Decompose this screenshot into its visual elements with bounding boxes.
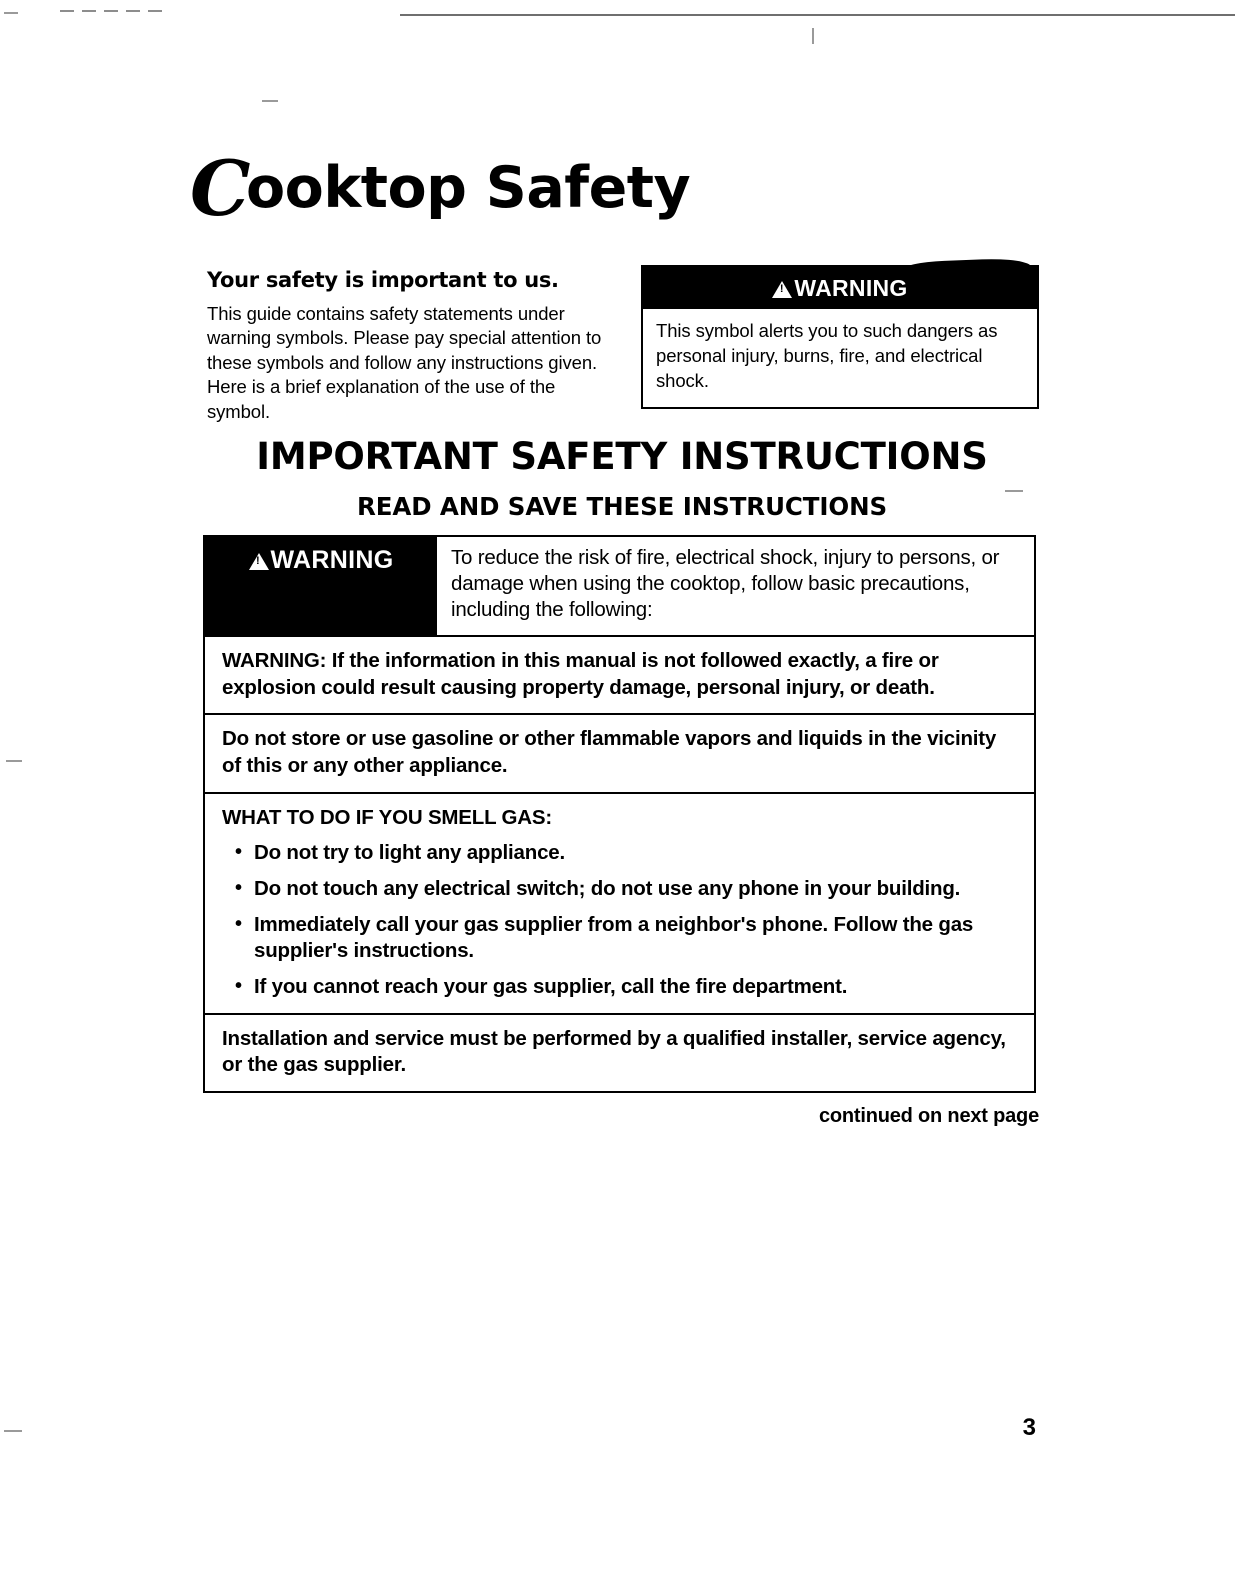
safety-warning-table xyxy=(203,535,1036,1093)
scan-artifact-speck xyxy=(812,28,814,44)
continued-note: continued on next page xyxy=(818,1105,1039,1127)
warning-label xyxy=(772,275,907,302)
scan-artifact-left-tick xyxy=(6,760,22,762)
warning-item-text: Do not store or use gasoline or other flammable vapors and liquids in the vicinity of this or any other appliance. xyxy=(222,727,997,778)
intro-section xyxy=(207,268,612,424)
symbol-warning-box xyxy=(641,265,1039,409)
scan-artifact-speck xyxy=(262,100,278,102)
list-item: • Do not touch any electrical switch; do not use any phone in your building. xyxy=(222,876,1020,903)
warning-item-text: Installation and service must be performed by a qualified installer, service agency, or the gas supplier. xyxy=(222,1026,1006,1077)
list-item: • Immediately call your gas supplier from a neighbor's phone. Follow the gas supplier's instructions. xyxy=(222,912,1020,965)
section-subheading: READ AND SAVE THESE INSTRUCTIONS xyxy=(356,492,888,521)
smell-gas-block xyxy=(205,794,1034,1013)
scan-artifact-smudge xyxy=(901,258,1032,279)
table-row xyxy=(205,715,1034,793)
scan-artifact-left-tick xyxy=(4,1430,22,1432)
page-number: 3 xyxy=(1022,1414,1036,1441)
intro-body: This guide contains safety statements under warning symbols. Please pay special attention to these symbols and follow any instructions given. Here is a brief explanation of the use of the symbol. xyxy=(207,303,602,422)
warning-lead-text: To reduce the risk of fire, electrical shock, injury to persons, or damage when using the cooktop, follow basic precautions, including the following: xyxy=(451,546,1000,622)
warning-label-text: WARNING xyxy=(270,546,394,574)
smell-gas-heading: WHAT TO DO IF YOU SMELL GAS: xyxy=(222,805,552,829)
symbol-warning-body: This symbol alerts you to such dangers as personal injury, burns, fire, and electrical shock. xyxy=(656,320,998,391)
section-heading: IMPORTANT SAFETY INSTRUCTIONS xyxy=(256,435,988,478)
smell-gas-bullet-list xyxy=(222,840,1020,1000)
scan-artifact-left-tick xyxy=(4,12,18,14)
table-row xyxy=(205,1015,1034,1091)
warning-triangle-icon xyxy=(772,281,792,298)
symbol-warning-header xyxy=(643,267,1037,309)
page-title-dropcap: C xyxy=(190,144,250,233)
scan-artifact-top-line xyxy=(400,14,1235,16)
warning-label-text: WARNING xyxy=(794,274,908,301)
list-item: • If you cannot reach your gas supplier, call the fire department. xyxy=(222,974,1020,1001)
page-title-text: ooktop Safety xyxy=(246,155,691,221)
table-row xyxy=(205,537,1034,637)
page-title xyxy=(190,144,691,233)
warning-label-cell xyxy=(205,537,437,635)
warning-triangle-icon xyxy=(249,553,269,570)
table-row xyxy=(205,637,1034,715)
table-row xyxy=(205,794,1034,1015)
list-item: • Do not try to light any appliance. xyxy=(222,840,1020,867)
scan-artifact-top-dash xyxy=(60,10,170,12)
intro-heading: Your safety is important to us. xyxy=(207,268,559,292)
warning-item-text: WARNING: If the information in this manual is not followed exactly, a fire or explosion could result causing property damage, personal injury, or death. xyxy=(222,649,939,699)
warning-label xyxy=(249,546,394,575)
